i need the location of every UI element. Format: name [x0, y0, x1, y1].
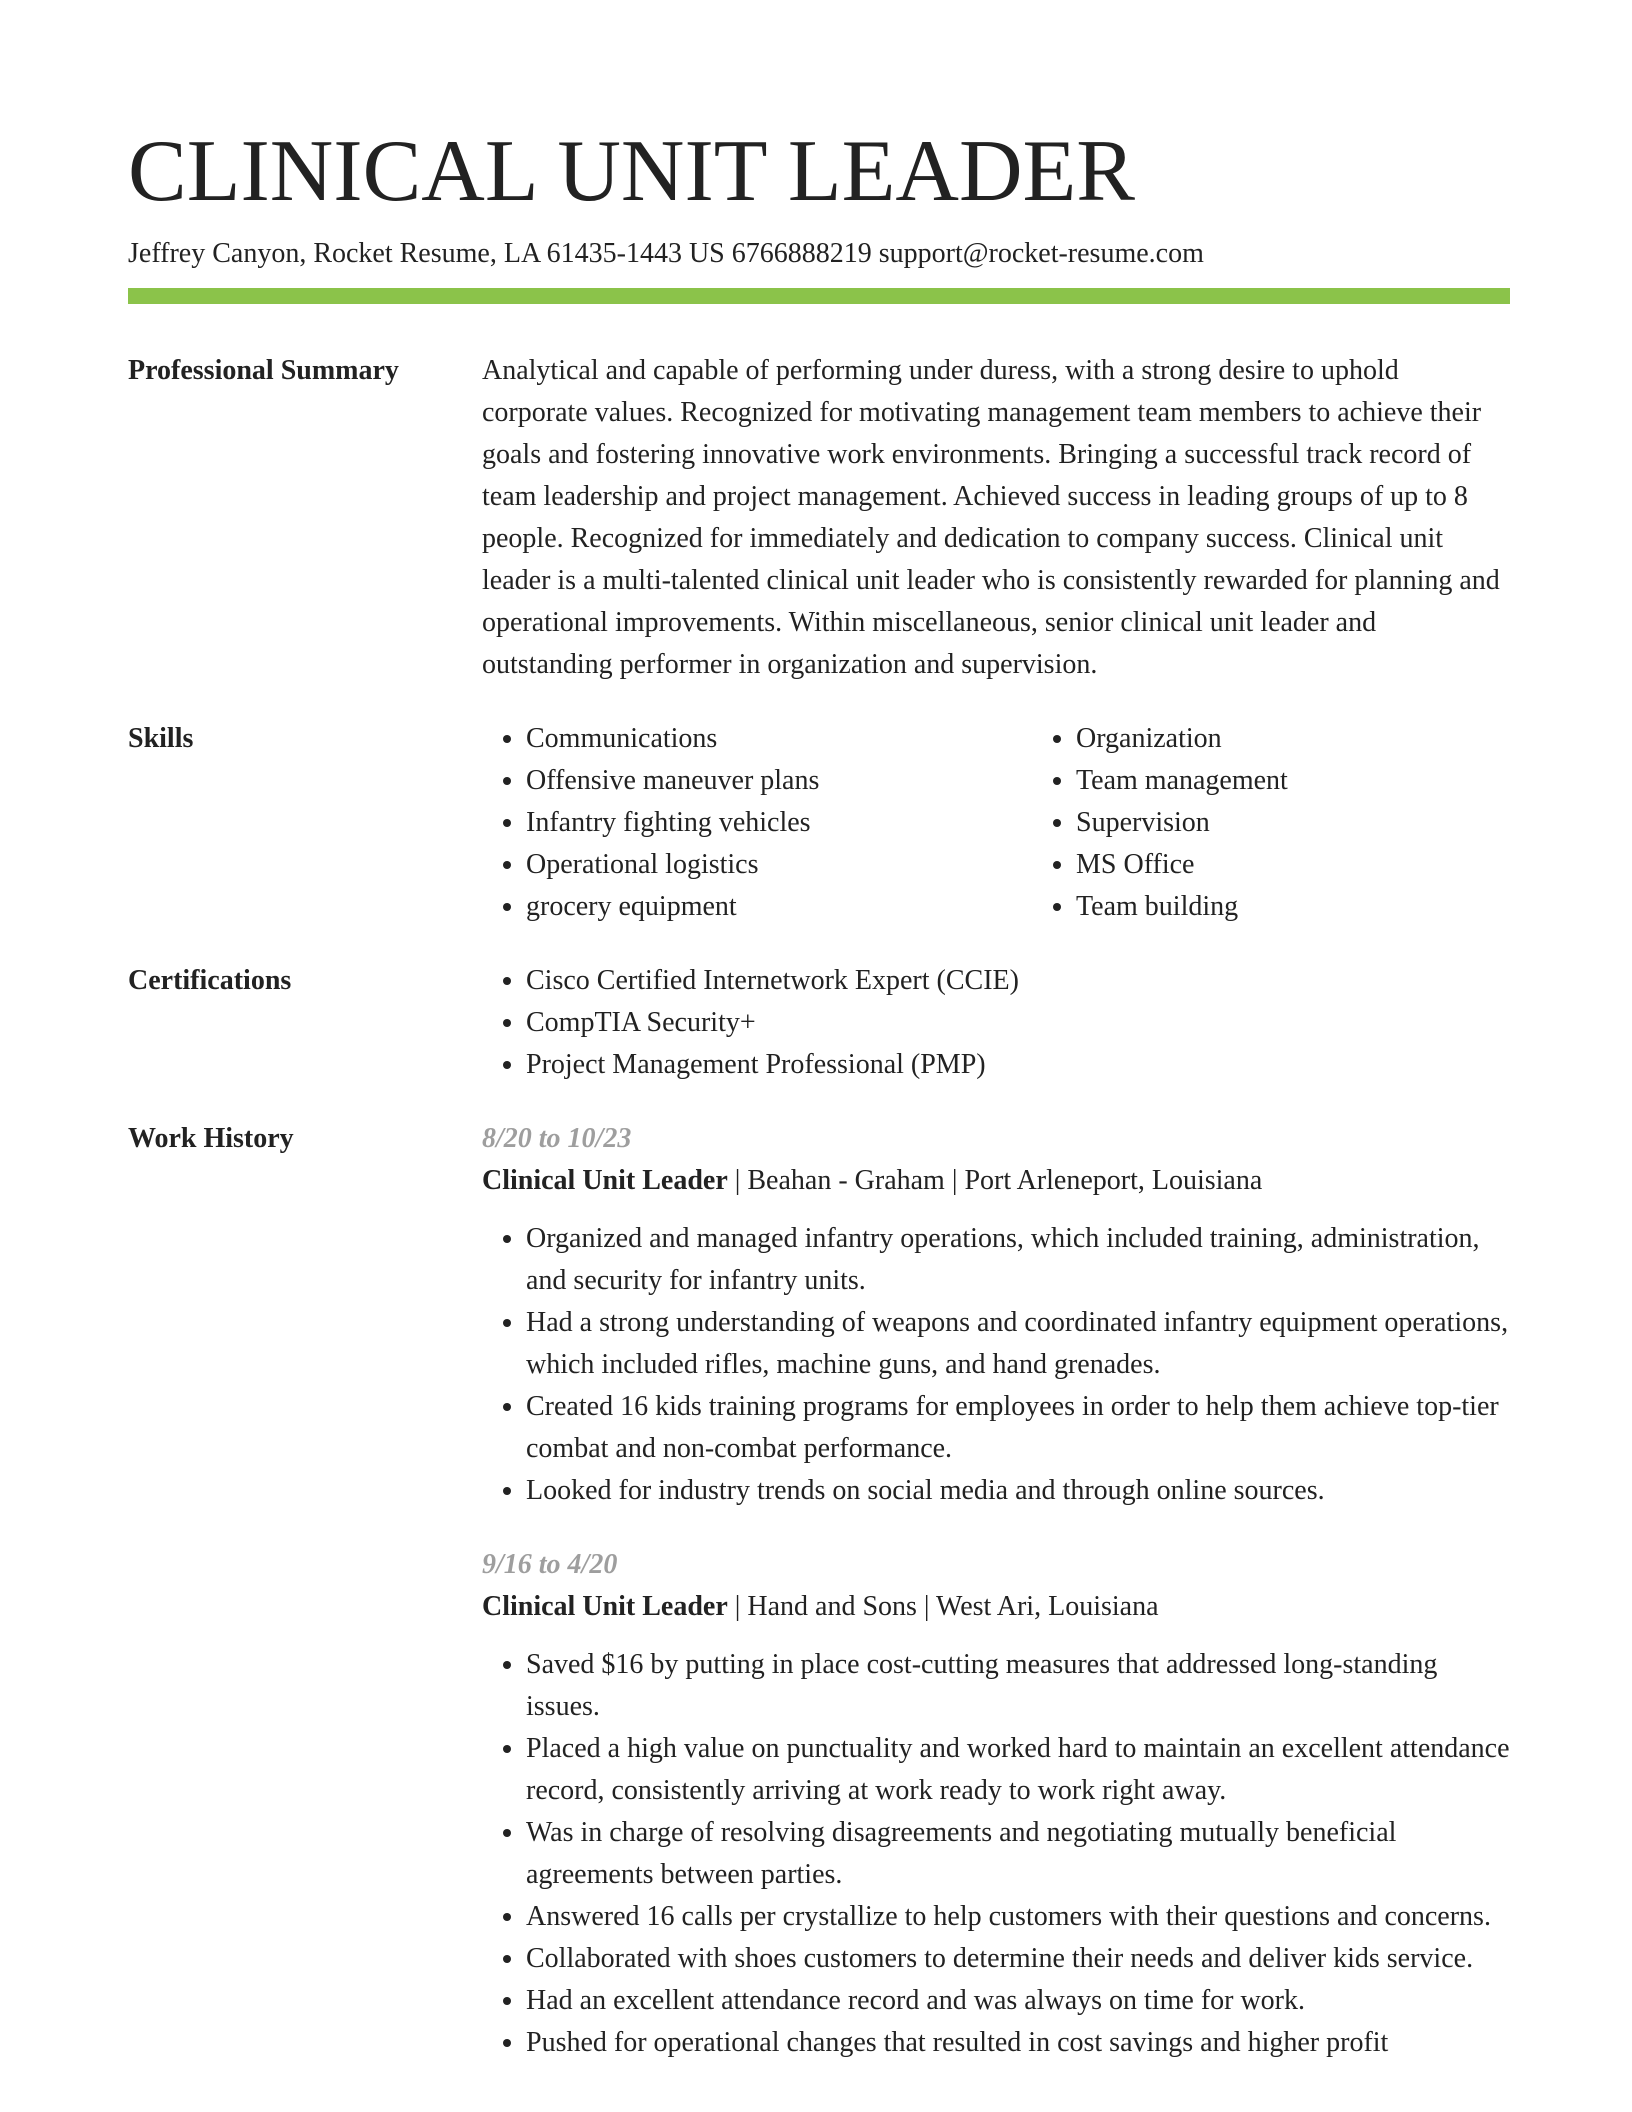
summary-body [482, 350, 1510, 686]
job-dates: 9/16 to 4/20 [482, 1549, 618, 1580]
skills-body [482, 718, 1582, 928]
job-heading [482, 1586, 1510, 1628]
job-bullet: • Saved $16 by putting in place cost-cutting measures that addressed long-standing issues. [526, 1644, 1510, 1728]
certification-item: • CompTIA Security+ [526, 1002, 1510, 1044]
skill-item: • Supervision [1076, 802, 1582, 844]
certification-item: • Project Management Professional (PMP) [526, 1044, 1510, 1086]
skill-item: • Organization [1076, 718, 1582, 760]
work-history-heading: Work History [128, 1123, 294, 1154]
resume-name: CLINICAL UNIT LEADER [128, 123, 1135, 220]
job-bullet: • Pushed for operational changes that resulted in cost savings and higher profit [526, 2022, 1510, 2064]
skill-item: • Communications [526, 718, 1032, 760]
job-details: | Beahan - Graham | Port Arleneport, Louisiana [727, 1165, 1263, 1196]
job-bullet: • Looked for industry trends on social media and through online sources. [526, 1470, 1510, 1512]
job-title: Clinical Unit Leader [482, 1165, 728, 1196]
work-history-section [128, 1118, 1510, 2064]
contact-line: Jeffrey Canyon, Rocket Resume, LA 61435-1443 US 6766888219 support@rocket-resume.com [128, 238, 1204, 269]
skill-item: • Infantry fighting vehicles [526, 802, 1032, 844]
certifications-body [482, 960, 1510, 1086]
certifications-heading: Certifications [128, 965, 292, 996]
summary-heading: Professional Summary [128, 355, 399, 386]
job-bullet: • Collaborated with shoes customers to determine their needs and deliver kids service. [526, 1938, 1510, 1980]
job-bullet: • Answered 16 calls per crystallize to help customers with their questions and concerns. [526, 1896, 1510, 1938]
certifications-list [482, 960, 1510, 1086]
job-bullet: • Had a strong understanding of weapons and coordinated infantry equipment operations, which included rifles, machine guns, and hand grenades. [526, 1302, 1510, 1386]
job-entry [482, 1118, 1510, 1512]
skills-list-left [482, 718, 1032, 928]
job-bullet: • Was in charge of resolving disagreements and negotiating mutually beneficial agreements between parties. [526, 1812, 1510, 1896]
job-bullet: • Created 16 kids training programs for employees in order to help them achieve top-tier combat and non-combat performance. [526, 1386, 1510, 1470]
certification-item: • Cisco Certified Internetwork Expert (CCIE) [526, 960, 1510, 1002]
skills-section [128, 718, 1510, 928]
skill-item: • Operational logistics [526, 844, 1032, 886]
skills-list-right [1032, 718, 1582, 928]
job-dates: 8/20 to 10/23 [482, 1123, 632, 1154]
skill-item: • Offensive maneuver plans [526, 760, 1032, 802]
job-bullets [482, 1218, 1510, 1512]
job-entry [482, 1544, 1510, 2064]
certifications-section [128, 960, 1510, 1086]
skill-item: • Team building [1076, 886, 1582, 928]
skill-item: • Team management [1076, 760, 1582, 802]
skill-item: • grocery equipment [526, 886, 1032, 928]
skills-heading: Skills [128, 723, 194, 754]
job-heading [482, 1160, 1510, 1202]
summary-text: Analytical and capable of performing under duress, with a strong desire to uphold corporate values. Recognized for motivating management team members to achieve their goals and fostering innovative work environments. Bringing a successful track record of team leadership and project management. Achieved success in leading groups of up to 8 people. Recognized for immediately and dedication to company success. Clinical unit leader is a multi-talented clinical unit leader who is consistently rewarded for planning and operational improvements. Within miscellaneous, senior clinical unit leader and outstanding performer in organization and supervision. [482, 355, 1500, 680]
job-bullet: • Organized and managed infantry operations, which included training, administration, and security for infantry units. [526, 1218, 1510, 1302]
job-bullet: • Placed a high value on punctuality and worked hard to maintain an excellent attendance record, consistently arriving at work ready to work right away. [526, 1728, 1510, 1812]
job-title: Clinical Unit Leader [482, 1591, 728, 1622]
header-divider [128, 288, 1510, 304]
job-bullet: • Had an excellent attendance record and was always on time for work. [526, 1980, 1510, 2022]
work-history-body [482, 1118, 1510, 2064]
resume-page [128, 0, 1510, 2064]
job-bullets [482, 1644, 1510, 2064]
summary-section [128, 350, 1510, 686]
skill-item: • MS Office [1076, 844, 1582, 886]
job-details: | Hand and Sons | West Ari, Louisiana [727, 1591, 1159, 1622]
